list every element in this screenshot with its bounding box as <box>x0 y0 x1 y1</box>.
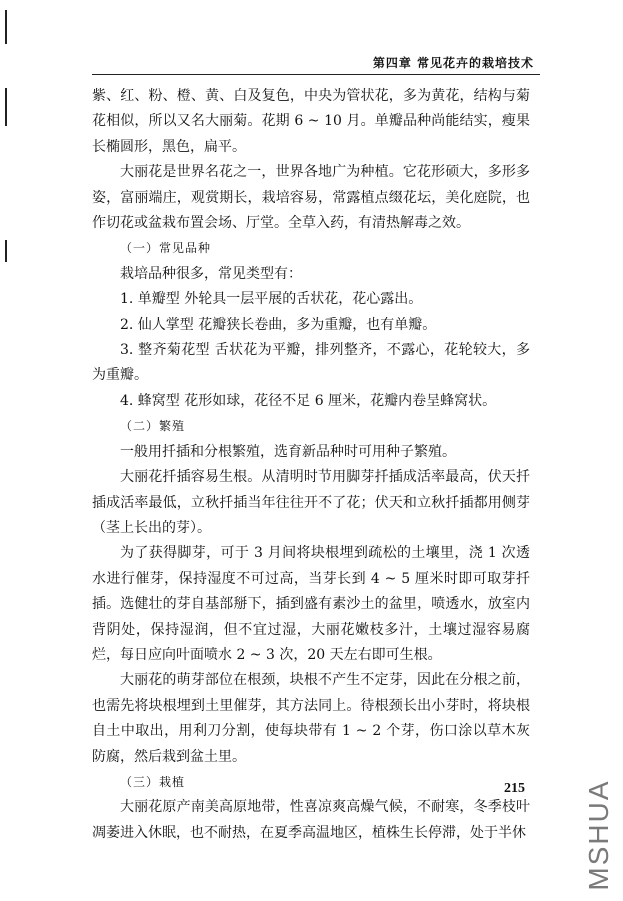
section-heading-varieties: （一）常见品种 <box>120 241 212 256</box>
watermark-text: MSHUA <box>583 779 614 891</box>
paragraph-introduction: 大丽花是世界名花之一，世界各地广为种植。它花形硕大，多形多姿，富丽端庄，观赏期长，栽培容易，常露植点缀花坛，美化庭院，也作切花或盆栽布置会场、厅堂。全草入药，有清热解毒之效。 <box>92 164 530 232</box>
paragraph-propagation-methods: 一般用扦插和分根繁殖，选育新品种时可用种子繁殖。 <box>120 443 456 460</box>
variety-item-cactus: 2. 仙人掌型 花瓣狭长卷曲，多为重瓣，也有单瓣。 <box>120 316 437 333</box>
paragraph-root-division: 大丽花的萌芽部位在根颈，块根不产生不定芽，因此在分根之前，也需先将块根埋到土里催芽，其方法同上。待根颈长出小芽时，将块根自土中取出，用利刀分割，使每块带有 1 ~ 2 个芽，伤口涂以草木灰防腐，然后栽到盆土里。 <box>92 672 530 765</box>
binding-mark-bottom <box>5 240 7 262</box>
page-body <box>92 84 530 846</box>
page-number: 215 <box>504 781 525 796</box>
paragraph-flower-description: 紫、红、粉、橙、黄、白及复色，中央为管状花，多为黄花，结构与菊花相似，所以又名大丽菊。花期 6 ~ 10 月。单瓣品种尚能结实，瘦果长椭圆形，黑色，扁平。 <box>92 88 530 155</box>
running-header <box>92 52 540 75</box>
variety-item-single-petal: 1. 单瓣型 外轮具一层平展的舌状花，花心露出。 <box>120 291 423 308</box>
paragraph-varieties-intro: 栽培品种很多，常见类型有： <box>120 265 302 282</box>
paragraph-basal-shoots: 为了获得脚芽，可于 3 月间将块根埋到疏松的土壤里，浇 1 次透水进行催芽，保持湿度不可过高，当芽长到 4 ~ 5 厘米时即可取芽扦插。选健壮的芽自基部掰下，插到盛有素沙土的盆里，喷透水，放室内背阴处，保持湿润，但不宜过湿，大丽花嫩枝多汁，土壤过湿容易腐烂，每日应向叶面喷水 2 ~ 3 次，20 天左右即可生根。 <box>92 545 530 663</box>
binding-mark-top <box>5 10 7 44</box>
variety-item-formal-decorative: 3. 整齐菊花型 舌状花为平瓣，排列整齐，不露心，花轮较大，多为重瓣。 <box>92 342 530 384</box>
chapter-title: 第四章 常见花卉的栽培技术 <box>372 56 534 70</box>
watermark <box>579 780 619 890</box>
paragraph-planting: 大丽花原产南美高原地带，性喜凉爽高燥气候，不耐寒，冬季枝叶凋萎进入休眠，也不耐热，在夏季高温地区，植株生长停滞，处于半休 <box>92 799 530 841</box>
binding-mark-middle <box>5 88 7 126</box>
section-heading-planting: （三）栽植 <box>120 774 186 789</box>
section-heading-propagation: （二）繁殖 <box>120 419 186 434</box>
variety-item-pompon: 4. 蜂窝型 花形如球，花径不足 6 厘米，花瓣内卷呈蜂窝状。 <box>120 392 497 409</box>
paragraph-cutting-rooting: 大丽花扦插容易生根。从清明时节用脚芽扦插成活率最高，伏天扦插成活率最低，立秋扦插当年往往开不了花；伏天和立秋扦插都用侧芽（茎上长出的芽）。 <box>92 469 530 536</box>
